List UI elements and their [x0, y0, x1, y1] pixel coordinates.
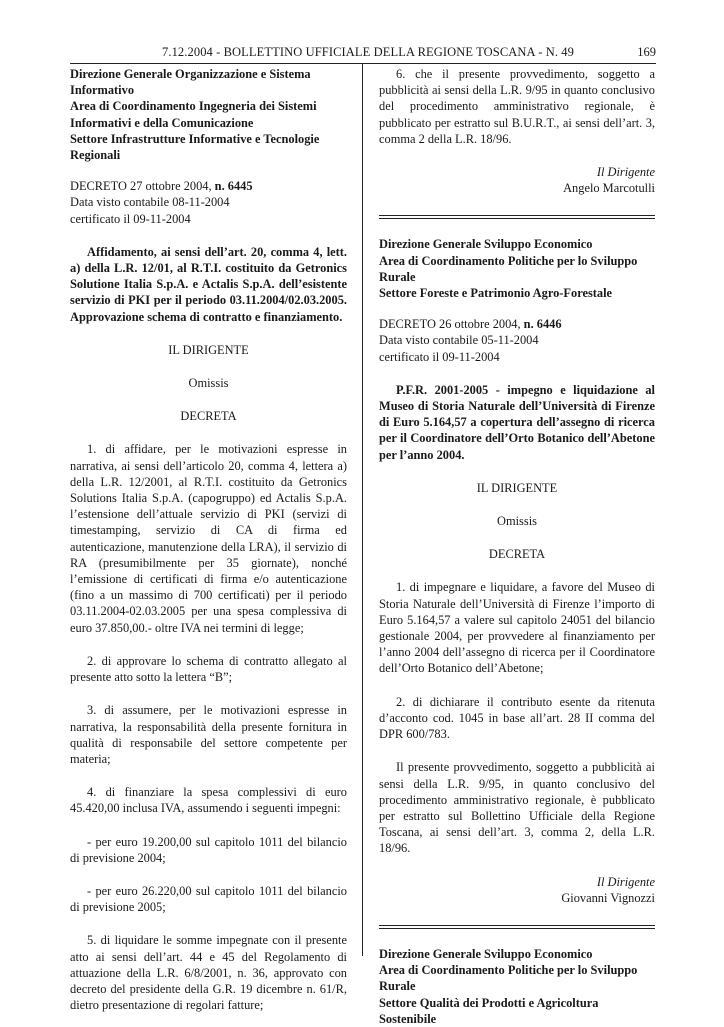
area-heading: Area di Coordinamento Ingegneria dei Sistemi Informativi e della Comunicazione [70, 99, 317, 130]
decreta: DECRETA [180, 409, 237, 424]
page-number: 169 [637, 45, 656, 59]
decree-item: 1. di affidare, per le motivazioni espresse in narrativa, ai sensi dell’articolo 20, comma 4, lettera a) della L.R. 12/2001, al R.T.I. costituito da Getronics Solutions Italia S.p.A. (capogruppo) ed Actalis S.p.A. l’estensione dell’attuale servizio di PKI (servizi di timestamping, servizio di CA di firma ed autenticazione, manutenzione della LRA), il servizio di RA (presumibilmente per 35 giornate), nonché l’emissione di certificati di firma e/o autenticazione (fino a un massimo di 700 certificati) per il periodo 03.11.2004-02.03.2005 per una spesa complessiva di euro 37.850,00.- oltre IVA nei termini di legge; [70, 442, 347, 635]
department-heading: Direzione Generale Organizzazione e Sistema Informativo [70, 67, 311, 98]
department-heading: Direzione Generale Sviluppo Economico [379, 237, 593, 252]
area-heading: Area di Coordinamento Politiche per lo Sviluppo Rurale [379, 963, 638, 994]
decree-item: 2. di approvare lo schema di contratto allegato al presente atto sotto la lettera “B”; [70, 653, 347, 685]
column-divider [362, 64, 363, 956]
decree-item: 3. di assumere, per le motivazioni espresse in narrativa, la responsabilità della presente fornitura in qualità di responsabile del settore competente per materia; [70, 703, 347, 766]
decree-number: n. 6446 [523, 317, 562, 332]
decree-item: 2. di dichiarare il contributo esente da ritenuta d’acconto cod. 1045 in base all’art. 28 II comma del DPR 600/783. [379, 694, 655, 742]
signature-name: Giovanni Vignozzi [561, 890, 655, 905]
area-heading: Area di Coordinamento Politiche per lo Sviluppo Rurale [379, 253, 638, 284]
decreta: DECRETA [488, 547, 546, 562]
decree-item: 1. di impegnare e liquidare, a favore del Museo di Storia Naturale dell’Università di Firenze l’importo di Euro 5.164,57 a valere sul capitolo 24051 del bilancio gestionale 2004, per provvedere al finanziamento per l’anno 2004 dell’assegno di ricerca per il Coordinatore dell’Orto Botanico dell’Abetone; [379, 580, 655, 676]
il-dirigente: IL DIRIGENTE [476, 480, 558, 495]
section-separator [379, 925, 655, 929]
signature-name: Angelo Marcotulli [563, 181, 655, 196]
visto-contabile: Data visto contabile 08-11-2004 [70, 195, 230, 210]
sector-heading: Settore Infrastrutture Informative e Tecnologie Regionali [70, 131, 320, 163]
visto-contabile: Data visto contabile 05-11-2004 [379, 333, 539, 348]
department-heading: Direzione Generale Sviluppo Economico [379, 946, 593, 961]
decree-item: 5. di liquidare le somme impegnate con il presente atto ai sensi dell’art. 44 e 45 del Regolamento di attuazione della L.R. 6/8/2001, n. 36, approvato con decreto del presidente della G.R. 19 dicembre n. 61/R, dietro presentazione di regolari fatture; [70, 933, 347, 1013]
decree-item: - per euro 26.220,00 sul capitolo 1011 del bilancio di previsione 2005; [70, 883, 347, 915]
decree-subject: Affidamento, ai sensi dell’art. 20, comma 4, lett. a) della L.R. 12/01, al R.T.I. costituito da Getronics Solutione Italia S.p.A. e Actalis S.p.A. dell’esistente servizio di PKI per il periodo 03.11.2004/02.03.2005. Approvazione schema di contratto e finanziamento. [70, 244, 347, 324]
page-header [70, 45, 656, 63]
right-column [379, 66, 655, 1027]
signature-title: Il Dirigente [596, 874, 655, 889]
decree-item: 6. che il presente provvedimento, soggetto a pubblicità ai sensi della L.R. 9/95 in quanto conclusivo del procedimento amministrativo regionale, è pubblicato per estratto sul B.U.R.T., ai sensi dell’art. 3, comma 2 della L.R. 18/96. [379, 67, 655, 146]
publication-note: Il presente provvedimento, soggetto a pubblicità ai sensi della L.R. 9/95, in quanto conclusivo del procedimento amministrativo regionale, è pubblicato per estratto sul Bollettino Ufficiale della Regione Toscana, ai sensi dell’art. 3, comma 2, della L.R. 18/96. [379, 760, 655, 856]
il-dirigente: IL DIRIGENTE [168, 342, 249, 357]
certificato-date: certificato il 09-11-2004 [70, 211, 191, 226]
decree-number: n. 6445 [214, 179, 253, 194]
decree-line: DECRETO 27 ottobre 2004, n. 6445 [70, 179, 253, 194]
decree-subject: P.F.R. 2001-2005 - impegno e liquidazione al Museo di Storia Naturale dell’Università di Firenze di Euro 5.164,57 a copertura dell’assegno di ricerca per il Coordinatore dell’Orto Botanico dell’Abetone per l’anno 2004. [379, 382, 655, 462]
sector-heading: Settore Foreste e Patrimonio Agro-Forestale [379, 286, 613, 301]
omissis: Omissis [188, 376, 229, 391]
sector-heading: Settore Qualità dei Prodotti e Agricoltura Sostenibile [379, 995, 599, 1026]
section-separator [379, 215, 655, 219]
left-column [70, 66, 347, 1013]
decree-item: - per euro 19.200,00 sul capitolo 1011 del bilancio di previsione 2004; [70, 834, 347, 865]
omissis: Omissis [497, 514, 537, 529]
bulletin-title: 7.12.2004 - BOLLETTINO UFFICIALE DELLA REGIONE TOSCANA - N. 49 [162, 45, 574, 59]
decree-item: 4. di finanziare la spesa complessivi di euro 45.420,00 inclusa IVA, assumendo i seguenti impegni: [70, 785, 347, 816]
header-rule [70, 63, 656, 64]
signature-title: Il Dirigente [596, 165, 655, 180]
decree-line: DECRETO 26 ottobre 2004, n. 6446 [379, 317, 562, 332]
certificato-date: certificato il 09-11-2004 [379, 349, 500, 364]
